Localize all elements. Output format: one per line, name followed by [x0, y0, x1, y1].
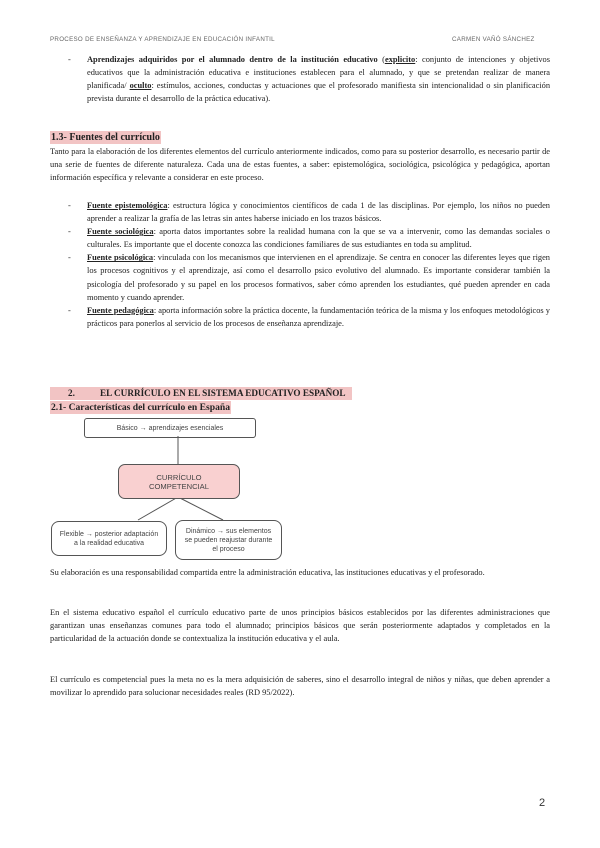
connector-right [178, 497, 223, 520]
section-1-3-heading: 1.3- Fuentes del currículo [51, 132, 160, 143]
page-number: 2 [539, 797, 546, 809]
diagram-flexible-box: Flexible → posterior adaptación a la realidad educativa [51, 521, 167, 556]
source-text: : estructura lógica y conocimientos científicos de cada 1 de las disciplinas. Por ejemplo, los niños no pueden aprender a realizar la grafía de las letras sin antes haberse iniciado en los trazos básicos. [87, 201, 550, 224]
paragraph-shared-responsibility: Su elaboración es una responsabilidad compartida entre la administración educativa, las instituciones educativas y el profesorado. [50, 568, 485, 577]
bullet-dash: - [68, 201, 71, 210]
source-text: : aporta información sobre la práctica docente, la fundamentación teórica de la misma y los enfoques metodológicos y prácticos para ponerlos al servicio de los procesos de enseñanza aprendizaje. [87, 305, 550, 328]
source-label: Fuente pedagógica [87, 305, 154, 315]
source-label: Fuente sociológica [87, 227, 154, 237]
intro-paren: ( [377, 55, 385, 64]
section-2-title: EL CURRÍCULO EN EL SISTEMA EDUCATIVO ESPAÑOL [100, 388, 346, 398]
source-text: : vinculada con los mecanismos que intervienen en el aprendizaje. Se centra en conocer las diferentes leyes que rigen los procesos cognitivos y el aprendizaje, así como el desarrollo psico evolutivo del alumnado. Es importante considerar también la psicología del profesorado y su papel en los procesos formativos, saber cómo aprenden los estudiantes, qué pueden aprender en cada momento y cuando aprender. [87, 253, 550, 302]
section-1-3-paragraph: Tanto para la elaboración de los diferentes elementos del currículo anteriormente indicados, como para su posterior desarrollo, es necesario partir de una serie de fuentes de diferente naturaleza. Cada una de estas fuentes, a saber: epistemológica, sociológica, psicológica y pedagógica, aportan información específica y relevante a considerar en este proceso. [50, 147, 550, 183]
running-header-right: CARMEN VAÑÓ SÁNCHEZ [452, 36, 535, 43]
bullet-dash: - [68, 55, 71, 64]
source-label: Fuente psicológica [87, 253, 154, 263]
bullet-dash: - [68, 305, 71, 315]
intro-text-1: : conjunto de intenciones y objetivos educativos que la administración educativa e instituciones establecen para el alumnado, y que se pretendan realizar de manera planificada/ [87, 55, 550, 91]
diagram-dynamic-box: Dinámico → sus elementos se pueden reajustar durante el proceso [175, 520, 282, 560]
intro-text-2: : estímulos, acciones, conductas y actuaciones que el profesorado manifiesta sin intencionalidad o sin planificación prevista durante el desarrollo de la práctica educativa). [87, 81, 551, 104]
paragraph-spanish-system: En el sistema educativo español el currículo educativo parte de unos principios básicos establecidos por las diferentes administraciones que garantizan unas enseñanzas comunes para todo el alumnado; principios básicos que serán posteriormente adaptados y completados en la particularidad de la actuación donde se contextualiza la institución educativa y el aula. [50, 608, 550, 644]
diagram-center-box [118, 464, 240, 499]
running-header-left: PROCESO DE ENSEÑANZA Y APRENDIZAJE EN EDUCACIÓN INFANTIL [50, 36, 275, 43]
diagram-basic-box: Básico → aprendizajes esenciales [84, 418, 256, 438]
center-line-2: COMPETENCIAL [149, 481, 209, 491]
center-line-1: CURRÍCULO [156, 472, 202, 482]
explicito-term: explicito [384, 55, 416, 64]
intro-bold: Aprendizajes adquiridos por el alumnado dentro de la institución educativo [87, 55, 378, 64]
paragraph-competencial: El currículo es competencial pues la meta no es la mera adquisición de saberes, sino el desarrollo integral de niños y niñas, que deben aprender a movilizar lo aprendido para solucionar necesidades reales (RD 95/2022). [50, 675, 550, 698]
connector-left [138, 497, 178, 520]
source-label: Fuente epistemológica [87, 201, 168, 210]
source-text: : aporta datos importantes sobre la realidad humana con la que se va a intervenir, como las demandas sociales o culturales. Es importante que el docente conozca las condiciones familiares de sus estudiantes en toda su amplitud. [87, 227, 550, 250]
bullet-dash: - [68, 253, 71, 263]
bullet-dash: - [68, 227, 71, 237]
section-2-number: 2. [68, 388, 75, 398]
oculto-term: oculto [129, 81, 152, 91]
section-2-1-heading: 2.1- Características del currículo en España [51, 402, 231, 413]
